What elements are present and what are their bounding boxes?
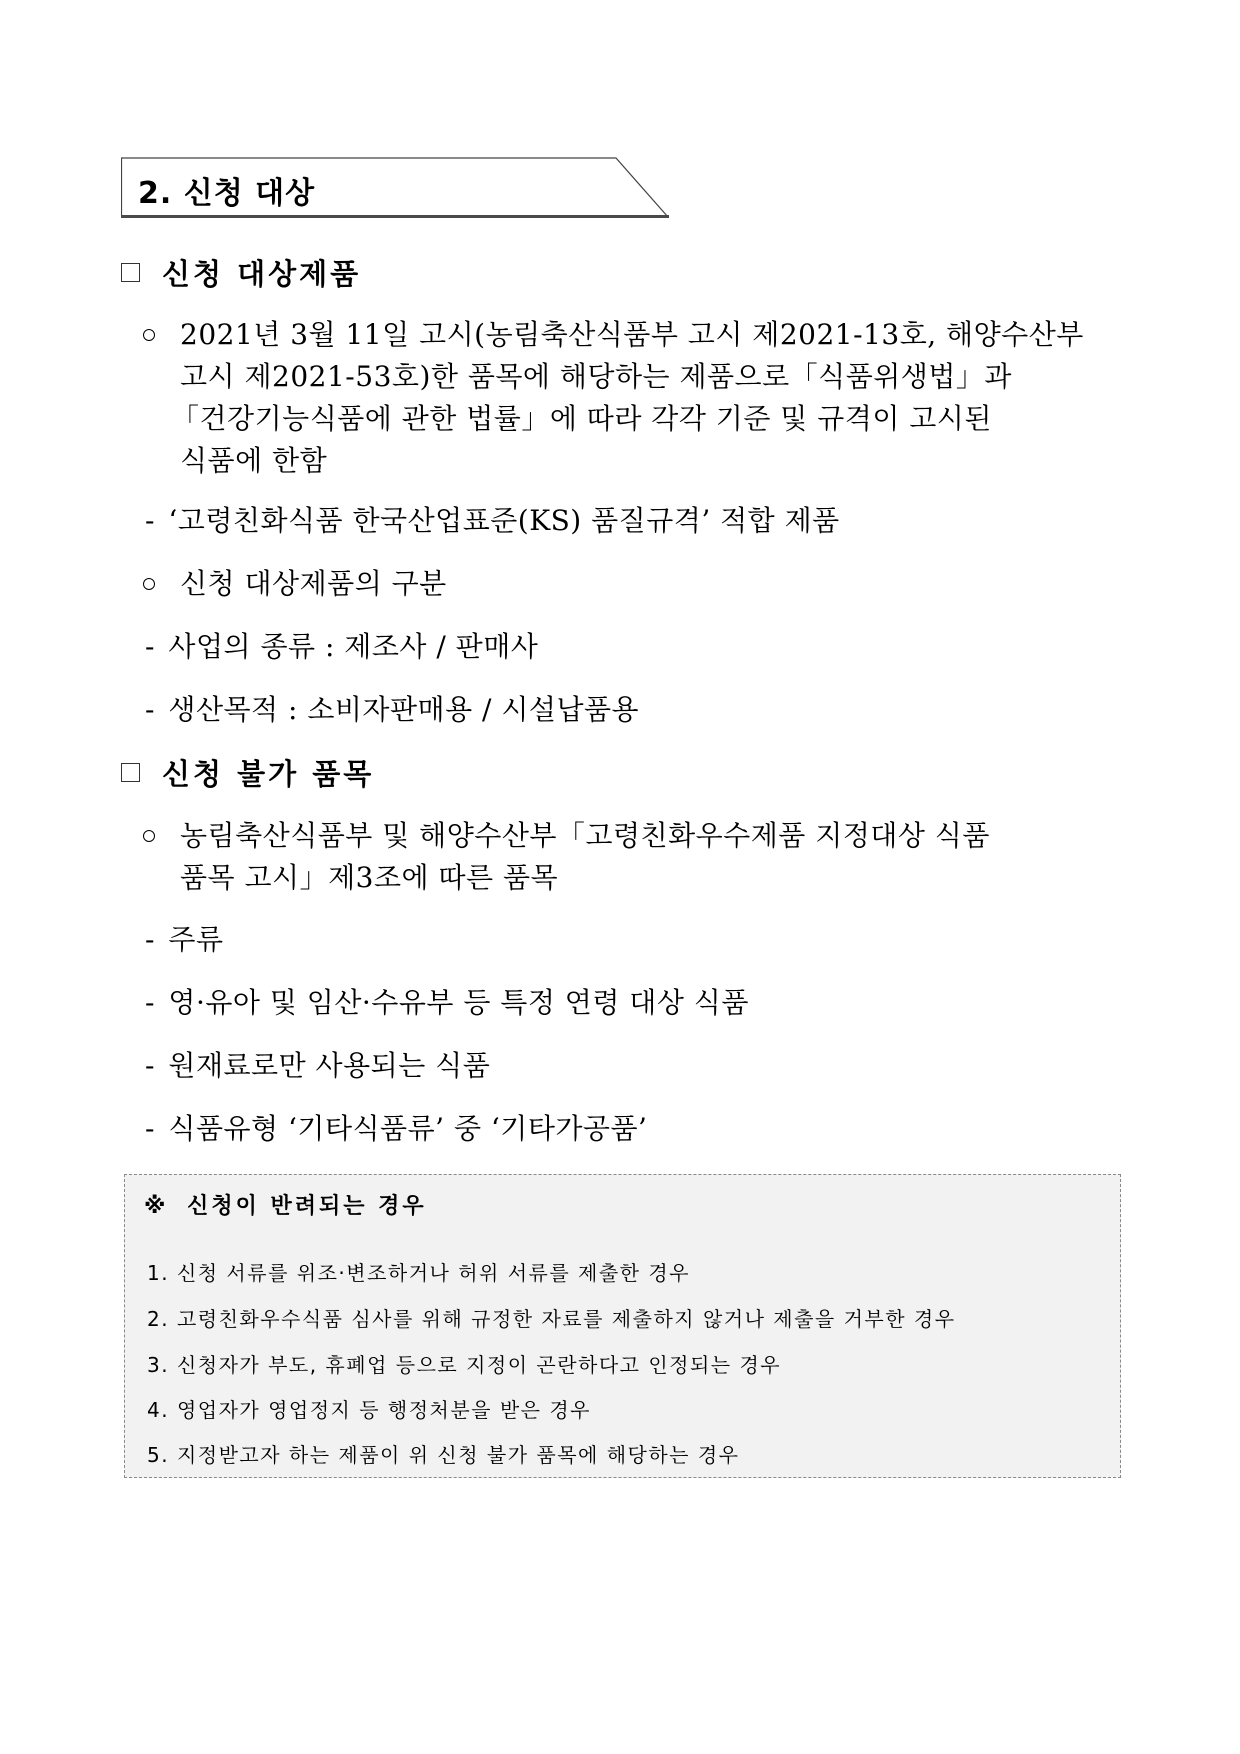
circle-bullet-icon: [143, 830, 155, 842]
reference-mark-icon: ※: [144, 1194, 169, 1219]
circle-bullet-icon: [143, 329, 155, 341]
heading-excluded-items: [121, 752, 374, 793]
heading-text: 신청 대상제품: [162, 257, 362, 291]
section-title: 2. 신청 대상: [138, 176, 316, 211]
notice-title: [144, 1189, 427, 1220]
heading-target-products: [121, 252, 361, 293]
section-title-tab: [121, 157, 669, 218]
sub-item-text: ‘고령친화식품 한국산업표준(KS) 품질규격’ 적합 제품: [168, 504, 840, 537]
sub-item-excluded: [145, 982, 749, 1024]
sub-item-excluded: [145, 1108, 647, 1150]
notice-item: 5. 지정받고자 하는 제품이 위 신청 불가 품목에 해당하는 경우: [147, 1443, 740, 1467]
sub-item-text: 생산목적 : 소비자판매용 / 시설납품용: [168, 693, 640, 726]
notice-item: 1. 신청 서류를 위조·변조하거나 허위 서류를 제출한 경우: [147, 1261, 690, 1285]
sub-item-text: 식품유형 ‘기타식품류’ 중 ‘기타가공품’: [168, 1112, 648, 1145]
sub-item-text: 원재료로만 사용되는 식품: [168, 1049, 491, 1082]
dash-bullet: -: [145, 1112, 155, 1145]
rejection-notice-box: [124, 1174, 1121, 1478]
notice-item: 4. 영업자가 영업정지 등 행정처분을 받은 경우: [147, 1398, 591, 1422]
dash-bullet: -: [145, 923, 155, 956]
checkbox-square-icon: [121, 263, 140, 282]
checkbox-square-icon: [121, 763, 140, 782]
bullet-line: 품목 고시」제3조에 따른 품목: [180, 861, 559, 894]
circle-bullet-icon: [143, 578, 155, 590]
dash-bullet: -: [145, 1049, 155, 1082]
sub-item-ks-standard: [145, 500, 840, 542]
sub-item-text: 영·유아 및 임산·수유부 등 특정 연령 대상 식품: [168, 986, 749, 1019]
bullet-line: 2021년 3월 11일 고시(농림축산식품부 고시 제2021-13호, 해양수산부: [180, 318, 1084, 351]
sub-item-excluded: [145, 919, 224, 961]
notice-title-text: 신청이 반려되는 경우: [187, 1194, 427, 1219]
sub-item-excluded: [145, 1045, 490, 1087]
sub-item-business-type: [145, 626, 538, 668]
bullet-line: 「건강기능식품에 관한 법률」에 따라 각각 기준 및 규격이 고시된: [171, 402, 992, 435]
heading-text: 신청 불가 품목: [162, 757, 375, 791]
notice-item: 2. 고령친화우수식품 심사를 위해 규정한 자료를 제출하지 않거나 제출을 거부한 경우: [147, 1307, 956, 1331]
sub-item-text: 사업의 종류 : 제조사 / 판매사: [168, 630, 539, 663]
bullet-text: 신청 대상제품의 구분: [180, 567, 447, 600]
bullet-line: 식품에 한함: [180, 444, 328, 477]
sub-item-production-purpose: [145, 689, 639, 731]
dash-bullet: -: [145, 693, 155, 726]
bullet-excluded-basis: [141, 815, 1121, 899]
bullet-target-scope: [141, 314, 1121, 482]
dash-bullet: -: [145, 986, 155, 1019]
bullet-product-classification: [141, 563, 1121, 605]
bullet-line: 고시 제2021-53호)한 품목에 해당하는 제품으로「식품위생법」과: [180, 360, 1012, 393]
sub-item-text: 주류: [168, 923, 224, 956]
dash-bullet: -: [145, 630, 155, 663]
notice-item: 3. 신청자가 부도, 휴폐업 등으로 지정이 곤란하다고 인정되는 경우: [147, 1353, 782, 1377]
bullet-line: 농림축산식품부 및 해양수산부「고령친화우수제품 지정대상 식품: [180, 819, 990, 852]
dash-bullet: -: [145, 504, 155, 537]
